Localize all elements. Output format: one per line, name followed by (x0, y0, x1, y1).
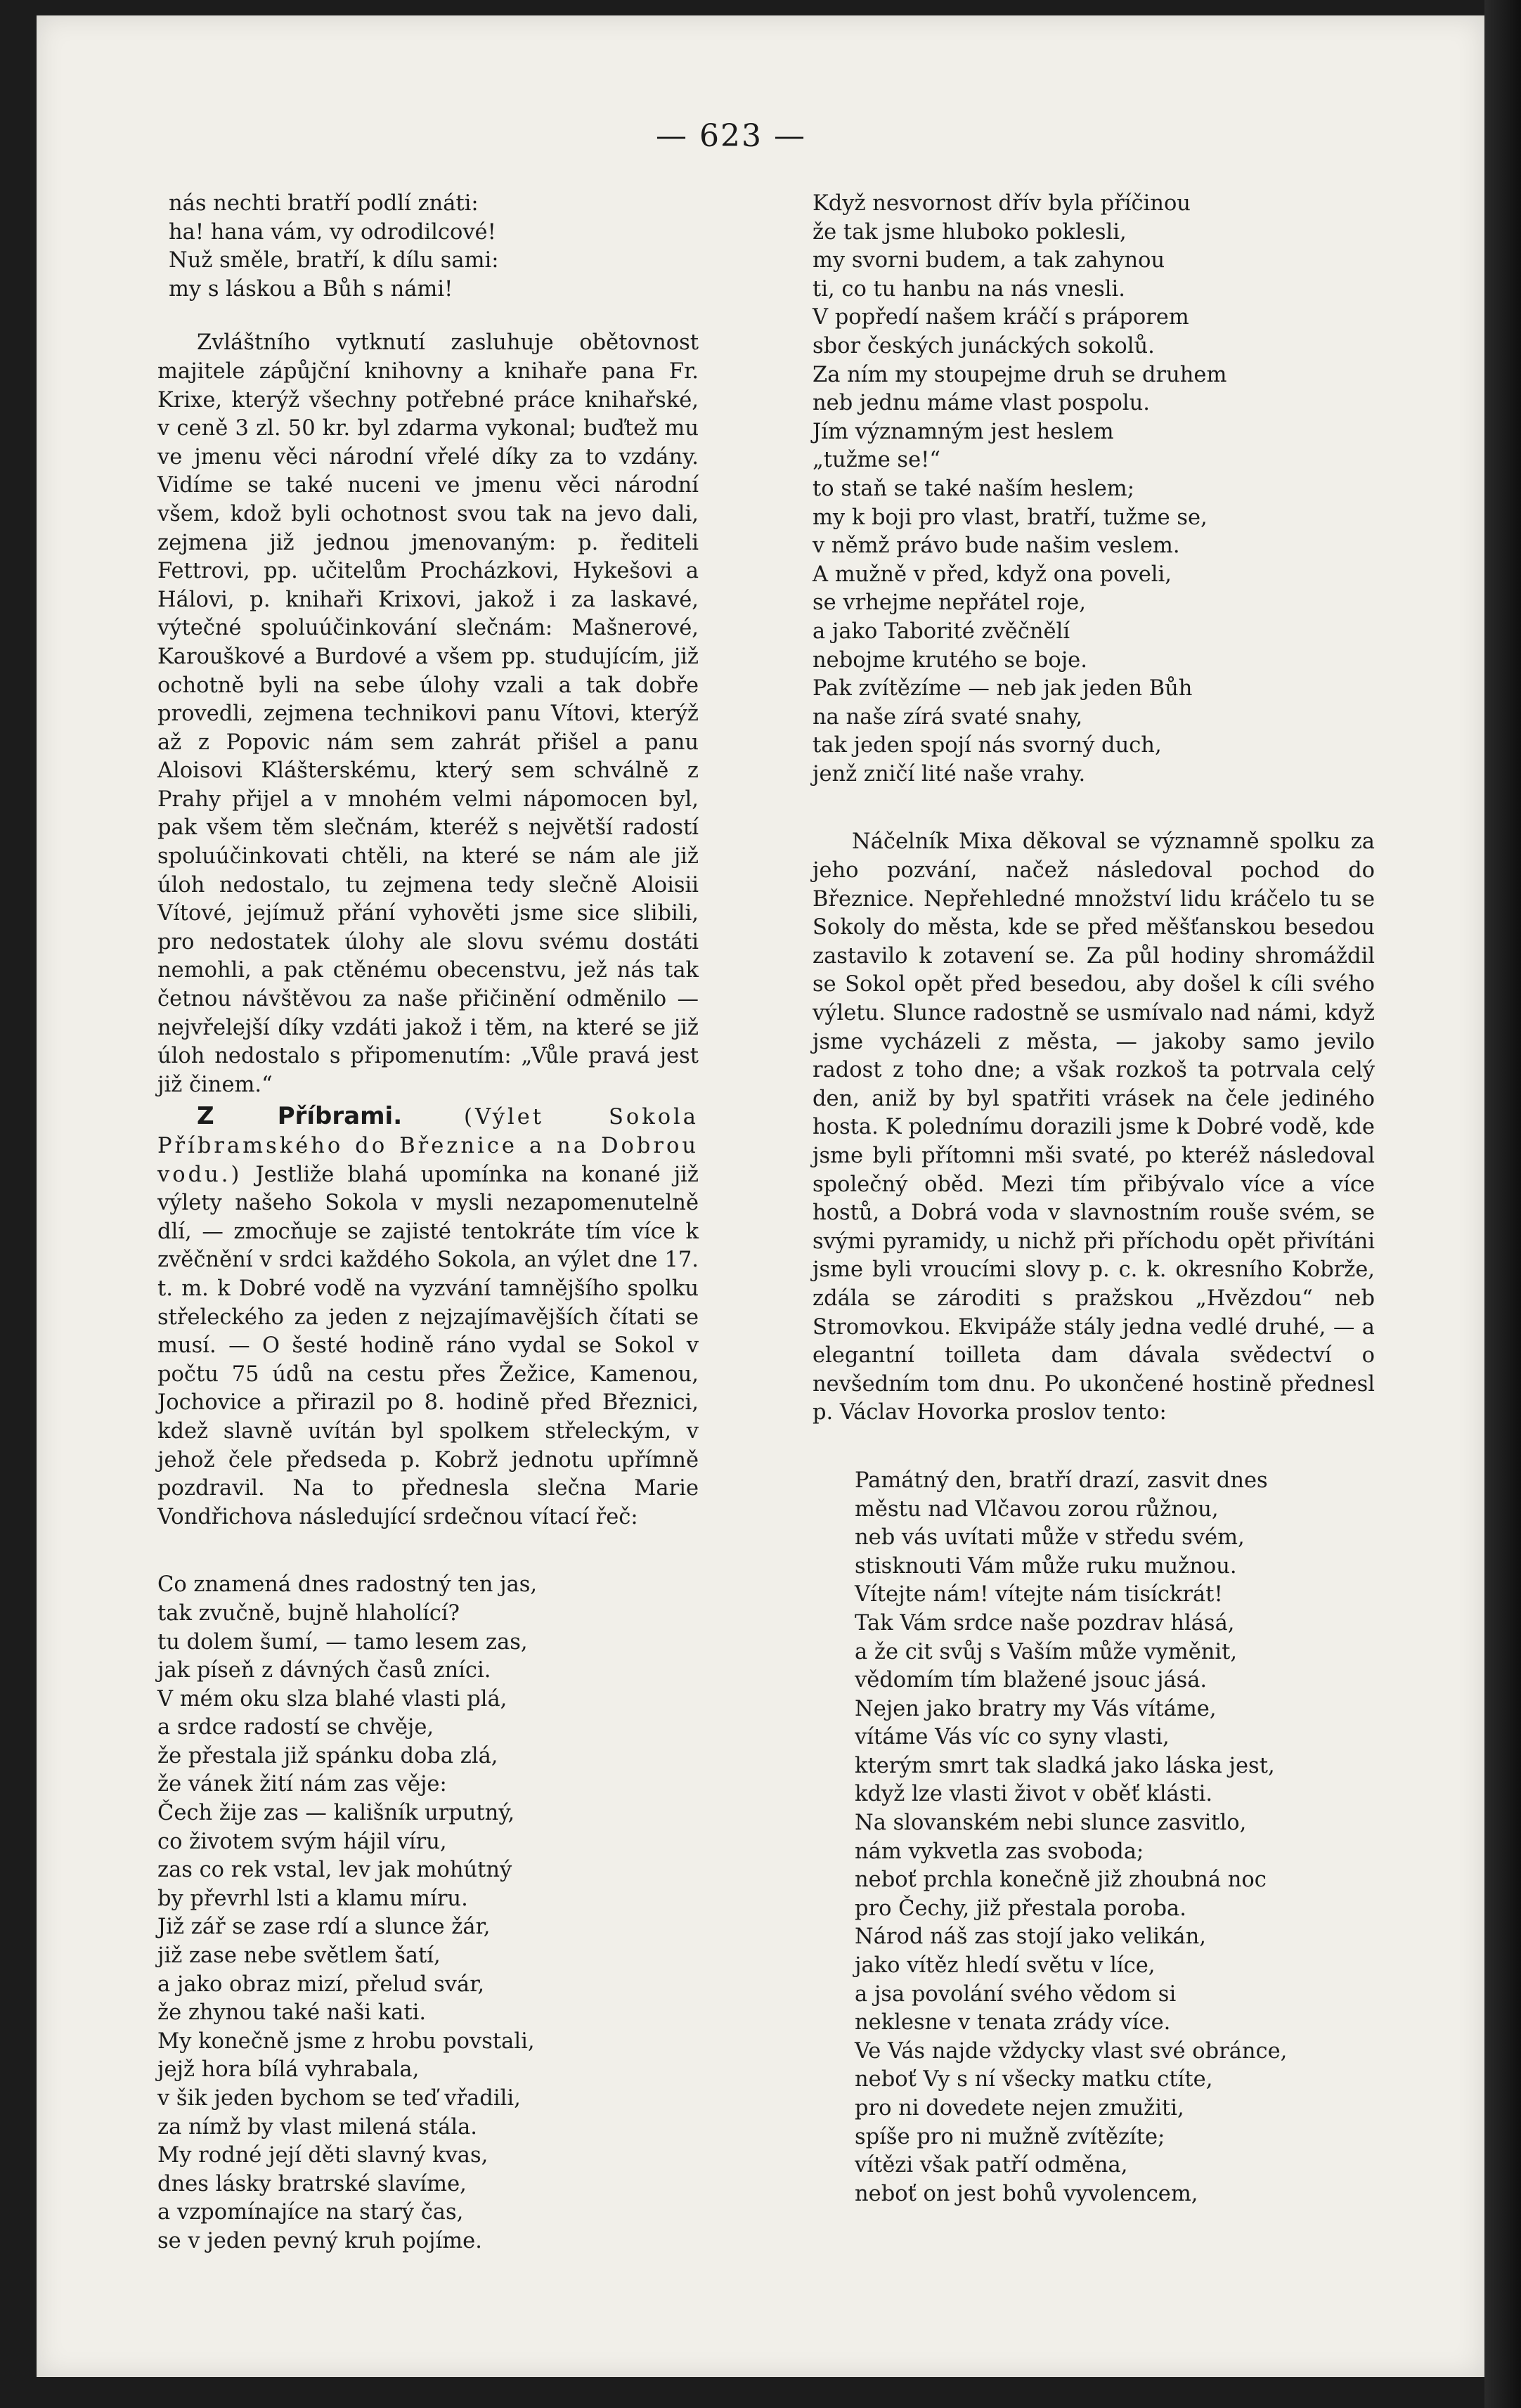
verse-line: jak píseň z dávných časů zníci. (157, 1658, 491, 1683)
verse-line: a jsa povolání svého vědom si (855, 1981, 1177, 2007)
verse-line: Již zář se zase rdí a slunce žár, (157, 1915, 491, 1940)
verse-line: „tužme se!“ (813, 448, 940, 473)
verse-line: my svorni budem, a tak zahynou (813, 248, 1165, 273)
verse-line: na naše zírá svaté snahy, (813, 704, 1083, 730)
verse-line: za nímž by vlast milená stála. (157, 2114, 477, 2140)
verse-line: že tak jsme hluboko poklesli, (813, 219, 1127, 245)
verse-line: Nejen jako bratry my Vás vítáme, (855, 1696, 1217, 1721)
verse-line: se vrhejme nepřátel roje, (813, 590, 1086, 616)
verse-line: by převrhl lsti a klamu míru. (157, 1886, 468, 1911)
verse-line: tu dolem šumí, — tamo lesem zas, (157, 1629, 528, 1655)
verse-line: se v jeden pevný kruh pojíme. (157, 2228, 482, 2253)
verse-line: Národ náš zas stojí jako velikán, (855, 1924, 1206, 1950)
verse-line: neb jednu máme vlast pospolu. (813, 391, 1150, 416)
verse-line: v šik jeden bychom se teď vřadili, (157, 2086, 521, 2111)
verse-line: Pak zvítězíme — neb jak jeden Bůh (813, 676, 1193, 701)
verse-line: ha! hana vám, vy odrodilcové! (169, 219, 496, 245)
continuation-verse (813, 190, 1375, 789)
verse-line: ti, co tu hanbu na nás vnesli. (813, 276, 1125, 302)
trip-paragraph: Jestliže blahá upomínka na konané již výlety našeho Sokola v mysli nezapomenutelně dlí, — zmocňuje se zajisté tentokráte tím více k zvěčnění v srdci každého Sokola, an výlet dne 17. t. m. k Dobré vodě na vyzvání tamnějšího spolku střeleckého za jeden z nejzajímavějších čítati se musí. — O šesté hodině ráno vydal se Sokol v počtu 75 údů na cestu přes Žežice, Kamenou, Jochovice a přirazil po 8. hodině před Březnici, kdež slavně uvítán byl spolkem střeleckým, v jehož čele předseda p. Kobrž jednotu upřímně pozdravil. Na to přednesla slečna Marie Vondřichova následující srdečnou vítací řeč: (157, 1162, 699, 1529)
scan-edge (1484, 0, 1521, 2408)
verse-line: tak zvučně, bujně hlaholící? (157, 1600, 460, 1626)
verse-line: neboť Vy s ní všecky matku ctíte, (855, 2067, 1213, 2092)
verse-line: městu nad Vlčavou zorou růžnou, (855, 1496, 1219, 1522)
section-subtitle: (Výlet Sokola Příbramského do Březnice a na Dobrou vodu.) (157, 1105, 699, 1187)
verse-line: když lze vlasti život v oběť klásti. (855, 1782, 1213, 1807)
verse-line: neb vás uvítati může v středu svém, (855, 1525, 1245, 1551)
verse-line: a srdce radostí se chvěje, (157, 1715, 434, 1740)
verse-line: V mém oku slza blahé vlasti plá, (157, 1686, 507, 1711)
verse-line: nebojme krutého se boje. (813, 647, 1087, 673)
verse-line: tak jeden spojí nás svorný duch, (813, 733, 1162, 758)
section-intro (157, 1102, 699, 1532)
verse-line: neklesne v tenata zrády více. (855, 2010, 1171, 2035)
verse-line: a že cit svůj s Vaším může vyměnit, (855, 1639, 1238, 1664)
verse-line: že vánek žití nám zas věje: (157, 1772, 447, 1797)
verse-line: v němž právo bude našim veslem. (813, 533, 1180, 559)
verse-line: nám vykvetla zas svoboda; (855, 1839, 1144, 1864)
verse-line: my s láskou a Bůh s námi! (169, 276, 453, 302)
verse-line: spíše pro ni mužně zvítězíte; (855, 2124, 1165, 2149)
verse-line: a vzpomínajíce na starý čas, (157, 2200, 464, 2225)
right-column (813, 190, 1375, 2208)
verse-line: již zase nebe světlem šatí, (157, 1943, 441, 1969)
verse-line: Nuž směle, bratří, k dílu sami: (169, 248, 499, 273)
thanks-paragraph: Zvláštního vytknutí zasluhuje obětovnost majitele zápůjční knihovny a knihaře pana Fr. Krixe, kterýž všechny potřebné práce knihařské, v ceně 3 zl. 50 kr. byl zdarma vykonal; buďtež mu ve jmenu věci národní vřelé díky za to vzdány. Vidíme se také nuceni ve jmenu věci národní všem, kdož byli ochotnost svou tak na jevo dali, zejmena již jednou jmenovaným: p. řediteli Fettrovi, pp. učitelům Procházkovi, Hykešovi a Hálovi, p. knihaři Krixovi, jakož i za laskavé, výtečné spoluúčinkování slečnám: Mašnerové, Karouškové a Burdové a všem pp. studujícím, již ochotně byli na sebe úlohy vzali a tak dobře provedli, zejmena technikovi panu Vítovi, kterýž až z Popovic nám sem zahrát přišel a panu Aloisovi Klášterskému, který sem schválně z Prahy přijel a v mnohém velmi nápomocen byl, pak všem těm slečnám, kteréž s největší radostí spoluúčinkovati chtěli, na které se nám ale již úloh nedostalo, tu zejmena tedy slečně Aloisii Vítové, jejímuž přání vyhověti jsme sice slibili, pro nedostatek úlohy ale slovu svému dostáti nemohli, a pak ctěnému obecenstvu, jež nás tak četnou návštěvou za naše přičinění odměnilo — nejvřelejší díky vzdáti jakož i těm, na které se již úloh nedostalo s připomenutím: „Vůle pravá jest již činem.“ (157, 330, 699, 1097)
section-heading: Z Příbrami. (197, 1102, 403, 1131)
verse-line: Ve Vás najde vždycky vlast své obránce, (855, 2038, 1288, 2064)
verse-line: stisknouti Vám může ruku mužnou. (855, 1553, 1237, 1579)
verse-line: jejž hora bílá vyhrabala, (157, 2057, 420, 2083)
verse-line: že přestala již spánku doba zlá, (157, 1743, 498, 1768)
verse-line: pro ni dovedete nejen zmužiti, (855, 2096, 1184, 2121)
verse-line: Co znamená dnes radostný ten jas, (157, 1572, 538, 1598)
verse-line: Čech žije zas — kališník urputný, (157, 1801, 515, 1826)
verse-line: dnes lásky bratrské slavíme, (157, 2171, 467, 2196)
verse-line: vítáme Vás víc co syny vlasti, (855, 1725, 1170, 1750)
verse-line: jenž zničí lité naše vrahy. (813, 761, 1086, 787)
verse-line: pro Čechy, již přestala poroba. (855, 1896, 1186, 1921)
verse-line: sbor českých junáckých sokolů. (813, 333, 1155, 358)
verse-line: My konečně jsme z hrobu povstali, (157, 2028, 535, 2054)
verse-line: Památný den, bratří drazí, zasvit dnes (855, 1468, 1268, 1493)
verse-line: jako vítěz hledí světu v líce, (855, 1953, 1156, 1979)
verse-line: a jako Taborité zvěčnělí (813, 619, 1070, 644)
page-number: — 623 — (656, 118, 806, 154)
verse-line: vítězi však patří odměna, (855, 2153, 1128, 2178)
verse-line: A mužně v před, když ona poveli, (813, 562, 1172, 587)
verse-line: co životem svým hájil víru, (157, 1829, 447, 1854)
verse-line: Když nesvornost dřív byla příčinou (813, 191, 1191, 216)
mixa-paragraph: Náčelník Mixa děkoval se významně spolku za jeho pozvání, načež následoval pochod do Březnice. Nepřehledné množství lidu kráčelo tu se Sokoly do města, kde se před měšťanskou besedou zastavilo k zotavení se. Za půl hodiny shromáždil se Sokol opět před besedou, aby došel k cíli svého výletu. Slunce radostně se usmívalo nad námi, když jsme vycházeli z města, — jakoby samo jevilo radost z toho dne; a však rozkoš ta potrvala celý den, aniž by byl spatřiti vrásek na čele jediného hosta. K polednímu dorazili jsme k Dobré vodě, kde jsme byli přítomni mši svaté, po kteréž následoval společný oběd. Mezi tím přibývalo více a více hostů, a Dobrá voda v slavnostním rouše svém, se svými pyramidy, u nichž při příchodu opět přivítáni jsme byli vroucími slovy p. c. k. okresního Kobrže, zdála se zároditi s pražskou „Hvězdou“ neb Stromovkou. Ekvipáže stály jedna vedlé druhé, — a elegantní toilleta dam dávala svědectví o nevšedním tom dnu. Po ukončené hostině přednesl p. Václav Hovorka proslov tento: (813, 829, 1375, 1425)
verse-line: nás nechti bratří podlí znáti: (169, 191, 479, 216)
left-column (157, 190, 699, 2256)
verse-line: neboť on jest bohů vyvolencem, (855, 2181, 1198, 2206)
verse-line: My rodné její děti slavný kvas, (157, 2143, 488, 2168)
verse-line: to staň se také naším heslem; (813, 476, 1135, 501)
verse-line: my k boji pro vlast, bratří, tužme se, (813, 505, 1208, 530)
intro-verse (169, 190, 699, 304)
verse-line: Za ním my stoupejme druh se druhem (813, 362, 1227, 387)
verse-line: že zhynou také naši kati. (157, 2000, 427, 2026)
verse-line: zas co rek vstal, lev jak mohútný (157, 1858, 512, 1883)
verse-line: Jím významným jest heslem (813, 419, 1114, 444)
verse-line: V popředí našem kráčí s práporem (813, 305, 1189, 330)
verse-line: kterým smrt tak sladká jako láska jest, (855, 1753, 1275, 1778)
verse-line: a jako obraz mizí, přelud svár, (157, 1972, 485, 1997)
welcome-verse (157, 1571, 699, 2255)
proslov-verse (855, 1467, 1375, 2208)
verse-line: Na slovanském nebi slunce zasvitlo, (855, 1811, 1247, 1836)
verse-line: neboť prchla konečně již zhoubná noc (855, 1868, 1267, 1893)
verse-line: Tak Vám srdce naše pozdrav hlásá, (855, 1610, 1235, 1636)
verse-line: vědomím tím blažené jsouc jásá. (855, 1668, 1208, 1693)
verse-line: Vítejte nám! vítejte nám tisíckrát! (855, 1582, 1223, 1607)
